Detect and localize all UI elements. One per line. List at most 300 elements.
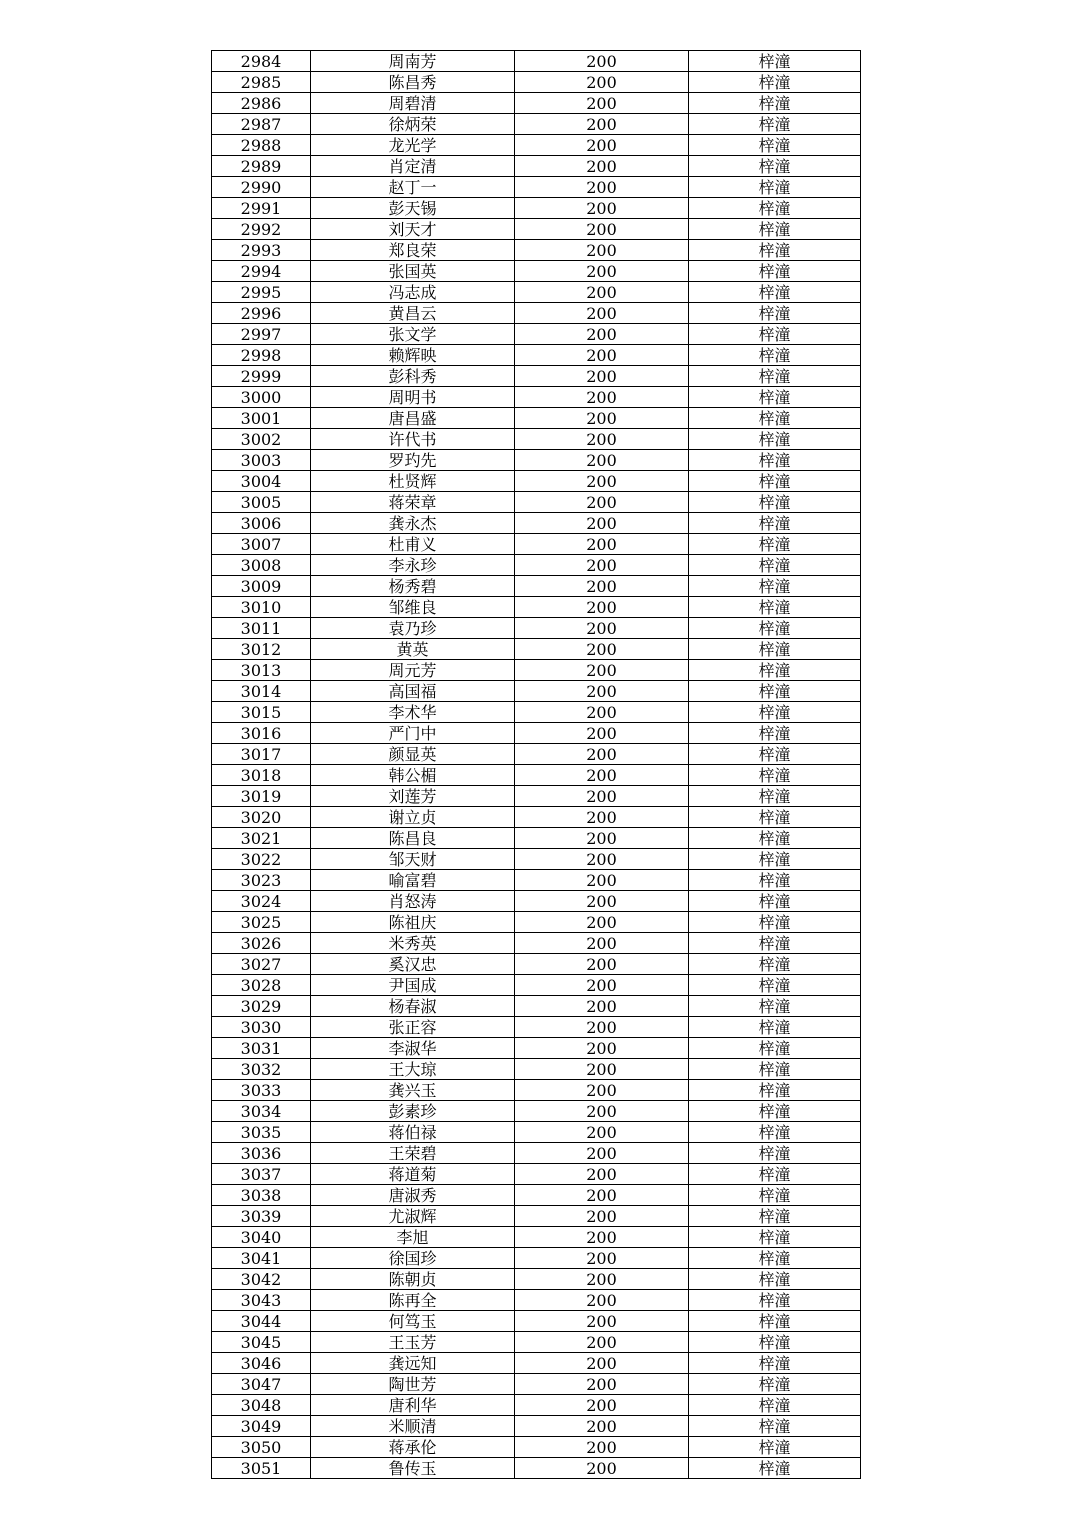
name-cell: 陈再全 <box>311 1290 515 1311</box>
row-number-cell: 3003 <box>212 450 311 471</box>
row-number-cell: 3006 <box>212 513 311 534</box>
amount-cell: 200 <box>515 1038 689 1059</box>
name-cell: 许代书 <box>311 429 515 450</box>
location-cell: 梓潼 <box>689 660 861 681</box>
row-number-cell: 3028 <box>212 975 311 996</box>
name-cell: 陈昌良 <box>311 828 515 849</box>
amount-cell: 200 <box>515 1269 689 1290</box>
name-cell: 王荣碧 <box>311 1143 515 1164</box>
row-number-cell: 3017 <box>212 744 311 765</box>
name-cell: 赖辉映 <box>311 345 515 366</box>
name-cell: 彭素珍 <box>311 1101 515 1122</box>
name-cell: 张正容 <box>311 1017 515 1038</box>
amount-cell: 200 <box>515 744 689 765</box>
name-cell: 冯志成 <box>311 282 515 303</box>
amount-cell: 200 <box>515 492 689 513</box>
name-cell: 米秀英 <box>311 933 515 954</box>
name-cell: 邹天财 <box>311 849 515 870</box>
location-cell: 梓潼 <box>689 1353 861 1374</box>
name-cell: 李永珍 <box>311 555 515 576</box>
table-row <box>212 72 861 93</box>
table-row <box>212 954 861 975</box>
row-number-cell: 3029 <box>212 996 311 1017</box>
name-cell: 蒋荣章 <box>311 492 515 513</box>
name-cell: 米顺清 <box>311 1416 515 1437</box>
table-row <box>212 1059 861 1080</box>
location-cell: 梓潼 <box>689 177 861 198</box>
row-number-cell: 3022 <box>212 849 311 870</box>
name-cell: 唐利华 <box>311 1395 515 1416</box>
table-row <box>212 1395 861 1416</box>
amount-cell: 200 <box>515 1353 689 1374</box>
location-cell: 梓潼 <box>689 1290 861 1311</box>
table-body <box>212 51 861 1479</box>
table-row <box>212 807 861 828</box>
table-row <box>212 1416 861 1437</box>
location-cell: 梓潼 <box>689 1059 861 1080</box>
amount-cell: 200 <box>515 702 689 723</box>
location-cell: 梓潼 <box>689 1122 861 1143</box>
location-cell: 梓潼 <box>689 996 861 1017</box>
amount-cell: 200 <box>515 1248 689 1269</box>
location-cell: 梓潼 <box>689 261 861 282</box>
location-cell: 梓潼 <box>689 597 861 618</box>
amount-cell: 200 <box>515 93 689 114</box>
table-row <box>212 513 861 534</box>
row-number-cell: 3012 <box>212 639 311 660</box>
amount-cell: 200 <box>515 660 689 681</box>
table-row <box>212 240 861 261</box>
amount-cell: 200 <box>515 1164 689 1185</box>
name-cell: 陈昌秀 <box>311 72 515 93</box>
row-number-cell: 3025 <box>212 912 311 933</box>
table-row <box>212 429 861 450</box>
row-number-cell: 3001 <box>212 408 311 429</box>
table-row <box>212 576 861 597</box>
amount-cell: 200 <box>515 1080 689 1101</box>
table-row <box>212 1143 861 1164</box>
row-number-cell: 3034 <box>212 1101 311 1122</box>
amount-cell: 200 <box>515 1017 689 1038</box>
amount-cell: 200 <box>515 1059 689 1080</box>
location-cell: 梓潼 <box>689 72 861 93</box>
row-number-cell: 3048 <box>212 1395 311 1416</box>
location-cell: 梓潼 <box>689 702 861 723</box>
name-cell: 袁乃珍 <box>311 618 515 639</box>
row-number-cell: 2997 <box>212 324 311 345</box>
row-number-cell: 3020 <box>212 807 311 828</box>
location-cell: 梓潼 <box>689 219 861 240</box>
location-cell: 梓潼 <box>689 639 861 660</box>
row-number-cell: 3021 <box>212 828 311 849</box>
amount-cell: 200 <box>515 1206 689 1227</box>
name-cell: 彭科秀 <box>311 366 515 387</box>
table-row <box>212 723 861 744</box>
table-row <box>212 1080 861 1101</box>
name-cell: 周碧清 <box>311 93 515 114</box>
name-cell: 蒋承伦 <box>311 1437 515 1458</box>
table-row <box>212 1353 861 1374</box>
name-cell: 杜甫义 <box>311 534 515 555</box>
row-number-cell: 3043 <box>212 1290 311 1311</box>
name-cell: 尹国成 <box>311 975 515 996</box>
location-cell: 梓潼 <box>689 513 861 534</box>
table-row <box>212 261 861 282</box>
row-number-cell: 3014 <box>212 681 311 702</box>
amount-cell: 200 <box>515 1416 689 1437</box>
location-cell: 梓潼 <box>689 681 861 702</box>
amount-cell: 200 <box>515 681 689 702</box>
row-number-cell: 3024 <box>212 891 311 912</box>
name-cell: 龙光学 <box>311 135 515 156</box>
table-row <box>212 1458 861 1479</box>
location-cell: 梓潼 <box>689 198 861 219</box>
row-number-cell: 3037 <box>212 1164 311 1185</box>
row-number-cell: 2984 <box>212 51 311 72</box>
amount-cell: 200 <box>515 156 689 177</box>
name-cell: 喻富碧 <box>311 870 515 891</box>
table-row <box>212 408 861 429</box>
location-cell: 梓潼 <box>689 114 861 135</box>
row-number-cell: 2988 <box>212 135 311 156</box>
amount-cell: 200 <box>515 471 689 492</box>
amount-cell: 200 <box>515 1143 689 1164</box>
amount-cell: 200 <box>515 576 689 597</box>
name-cell: 唐淑秀 <box>311 1185 515 1206</box>
table-row <box>212 786 861 807</box>
amount-cell: 200 <box>515 1437 689 1458</box>
table-row <box>212 1437 861 1458</box>
table-row <box>212 597 861 618</box>
row-number-cell: 3036 <box>212 1143 311 1164</box>
amount-cell: 200 <box>515 891 689 912</box>
row-number-cell: 3039 <box>212 1206 311 1227</box>
name-cell: 鲁传玉 <box>311 1458 515 1479</box>
location-cell: 梓潼 <box>689 870 861 891</box>
row-number-cell: 2987 <box>212 114 311 135</box>
location-cell: 梓潼 <box>689 303 861 324</box>
amount-cell: 200 <box>515 1185 689 1206</box>
location-cell: 梓潼 <box>689 849 861 870</box>
amount-cell: 200 <box>515 786 689 807</box>
row-number-cell: 3011 <box>212 618 311 639</box>
name-cell: 龚兴玉 <box>311 1080 515 1101</box>
row-number-cell: 3016 <box>212 723 311 744</box>
name-cell: 罗玓先 <box>311 450 515 471</box>
amount-cell: 200 <box>515 1227 689 1248</box>
row-number-cell: 2999 <box>212 366 311 387</box>
table-row <box>212 1248 861 1269</box>
location-cell: 梓潼 <box>689 1164 861 1185</box>
amount-cell: 200 <box>515 912 689 933</box>
amount-cell: 200 <box>515 261 689 282</box>
row-number-cell: 3047 <box>212 1374 311 1395</box>
table-row <box>212 366 861 387</box>
location-cell: 梓潼 <box>689 786 861 807</box>
location-cell: 梓潼 <box>689 1206 861 1227</box>
table-row <box>212 870 861 891</box>
name-cell: 肖定清 <box>311 156 515 177</box>
row-number-cell: 3000 <box>212 387 311 408</box>
amount-cell: 200 <box>515 450 689 471</box>
amount-cell: 200 <box>515 534 689 555</box>
table-row <box>212 1290 861 1311</box>
table-row <box>212 1122 861 1143</box>
amount-cell: 200 <box>515 597 689 618</box>
name-cell: 黄昌云 <box>311 303 515 324</box>
amount-cell: 200 <box>515 1332 689 1353</box>
table-row <box>212 1017 861 1038</box>
amount-cell: 200 <box>515 1374 689 1395</box>
row-number-cell: 3027 <box>212 954 311 975</box>
location-cell: 梓潼 <box>689 891 861 912</box>
location-cell: 梓潼 <box>689 1458 861 1479</box>
amount-cell: 200 <box>515 51 689 72</box>
location-cell: 梓潼 <box>689 912 861 933</box>
name-cell: 唐昌盛 <box>311 408 515 429</box>
amount-cell: 200 <box>515 1395 689 1416</box>
name-cell: 何笃玉 <box>311 1311 515 1332</box>
table-row <box>212 51 861 72</box>
location-cell: 梓潼 <box>689 450 861 471</box>
amount-cell: 200 <box>515 996 689 1017</box>
location-cell: 梓潼 <box>689 1437 861 1458</box>
name-cell: 颜显英 <box>311 744 515 765</box>
amount-cell: 200 <box>515 723 689 744</box>
table-row <box>212 492 861 513</box>
amount-cell: 200 <box>515 870 689 891</box>
location-cell: 梓潼 <box>689 1143 861 1164</box>
table-row <box>212 345 861 366</box>
table-row <box>212 765 861 786</box>
row-number-cell: 3050 <box>212 1437 311 1458</box>
name-cell: 邹维良 <box>311 597 515 618</box>
name-cell: 尤淑辉 <box>311 1206 515 1227</box>
table-row <box>212 681 861 702</box>
name-cell: 奚汉忠 <box>311 954 515 975</box>
row-number-cell: 2990 <box>212 177 311 198</box>
row-number-cell: 3010 <box>212 597 311 618</box>
amount-cell: 200 <box>515 639 689 660</box>
location-cell: 梓潼 <box>689 1038 861 1059</box>
location-cell: 梓潼 <box>689 1311 861 1332</box>
amount-cell: 200 <box>515 324 689 345</box>
name-cell: 王玉芳 <box>311 1332 515 1353</box>
amount-cell: 200 <box>515 933 689 954</box>
name-cell: 严门中 <box>311 723 515 744</box>
row-number-cell: 3045 <box>212 1332 311 1353</box>
name-cell: 周元芳 <box>311 660 515 681</box>
amount-cell: 200 <box>515 1311 689 1332</box>
row-number-cell: 3041 <box>212 1248 311 1269</box>
table-row <box>212 282 861 303</box>
row-number-cell: 3049 <box>212 1416 311 1437</box>
table-row <box>212 471 861 492</box>
amount-cell: 200 <box>515 282 689 303</box>
table-row <box>212 828 861 849</box>
amount-cell: 200 <box>515 1122 689 1143</box>
location-cell: 梓潼 <box>689 954 861 975</box>
name-cell: 黄英 <box>311 639 515 660</box>
location-cell: 梓潼 <box>689 93 861 114</box>
name-cell: 周明书 <box>311 387 515 408</box>
row-number-cell: 3035 <box>212 1122 311 1143</box>
table-row <box>212 1311 861 1332</box>
location-cell: 梓潼 <box>689 744 861 765</box>
location-cell: 梓潼 <box>689 1332 861 1353</box>
table-row <box>212 534 861 555</box>
name-cell: 杨春淑 <box>311 996 515 1017</box>
name-cell: 郑良荣 <box>311 240 515 261</box>
name-cell: 蒋道菊 <box>311 1164 515 1185</box>
name-cell: 张文学 <box>311 324 515 345</box>
amount-cell: 200 <box>515 387 689 408</box>
table-row <box>212 849 861 870</box>
table-row <box>212 1101 861 1122</box>
row-number-cell: 3026 <box>212 933 311 954</box>
row-number-cell: 2998 <box>212 345 311 366</box>
table-row <box>212 618 861 639</box>
amount-cell: 200 <box>515 513 689 534</box>
amount-cell: 200 <box>515 1458 689 1479</box>
name-cell: 龚永杰 <box>311 513 515 534</box>
amount-cell: 200 <box>515 1101 689 1122</box>
amount-cell: 200 <box>515 135 689 156</box>
name-cell: 李旭 <box>311 1227 515 1248</box>
table-row <box>212 303 861 324</box>
location-cell: 梓潼 <box>689 807 861 828</box>
table-row <box>212 387 861 408</box>
table-row <box>212 1164 861 1185</box>
amount-cell: 200 <box>515 1290 689 1311</box>
location-cell: 梓潼 <box>689 429 861 450</box>
table-row <box>212 1374 861 1395</box>
row-number-cell: 3004 <box>212 471 311 492</box>
amount-cell: 200 <box>515 828 689 849</box>
row-number-cell: 2996 <box>212 303 311 324</box>
name-cell: 韩公楣 <box>311 765 515 786</box>
location-cell: 梓潼 <box>689 408 861 429</box>
row-number-cell: 3044 <box>212 1311 311 1332</box>
name-cell: 彭天锡 <box>311 198 515 219</box>
table-row <box>212 702 861 723</box>
table-row <box>212 1038 861 1059</box>
location-cell: 梓潼 <box>689 576 861 597</box>
location-cell: 梓潼 <box>689 618 861 639</box>
row-number-cell: 3008 <box>212 555 311 576</box>
row-number-cell: 3013 <box>212 660 311 681</box>
row-number-cell: 3019 <box>212 786 311 807</box>
amount-cell: 200 <box>515 849 689 870</box>
amount-cell: 200 <box>515 555 689 576</box>
name-cell: 陶世芳 <box>311 1374 515 1395</box>
table-row <box>212 891 861 912</box>
location-cell: 梓潼 <box>689 1374 861 1395</box>
location-cell: 梓潼 <box>689 156 861 177</box>
row-number-cell: 3023 <box>212 870 311 891</box>
location-cell: 梓潼 <box>689 1101 861 1122</box>
amount-cell: 200 <box>515 303 689 324</box>
name-cell: 肖怒涛 <box>311 891 515 912</box>
row-number-cell: 3018 <box>212 765 311 786</box>
location-cell: 梓潼 <box>689 1017 861 1038</box>
amount-cell: 200 <box>515 366 689 387</box>
table-row <box>212 660 861 681</box>
row-number-cell: 3031 <box>212 1038 311 1059</box>
name-cell: 王大琼 <box>311 1059 515 1080</box>
row-number-cell: 2995 <box>212 282 311 303</box>
row-number-cell: 3046 <box>212 1353 311 1374</box>
name-cell: 高国福 <box>311 681 515 702</box>
amount-cell: 200 <box>515 114 689 135</box>
amount-cell: 200 <box>515 618 689 639</box>
location-cell: 梓潼 <box>689 1416 861 1437</box>
table-row <box>212 198 861 219</box>
name-cell: 杨秀碧 <box>311 576 515 597</box>
amount-cell: 200 <box>515 219 689 240</box>
table-row <box>212 93 861 114</box>
name-cell: 赵丁一 <box>311 177 515 198</box>
name-cell: 周南芳 <box>311 51 515 72</box>
location-cell: 梓潼 <box>689 1395 861 1416</box>
amount-cell: 200 <box>515 72 689 93</box>
location-cell: 梓潼 <box>689 933 861 954</box>
table-row <box>212 114 861 135</box>
amount-cell: 200 <box>515 954 689 975</box>
name-cell: 杜贤辉 <box>311 471 515 492</box>
location-cell: 梓潼 <box>689 492 861 513</box>
row-number-cell: 3032 <box>212 1059 311 1080</box>
table-row <box>212 324 861 345</box>
name-cell: 陈祖庆 <box>311 912 515 933</box>
location-cell: 梓潼 <box>689 324 861 345</box>
table-row <box>212 450 861 471</box>
amount-cell: 200 <box>515 765 689 786</box>
data-table <box>211 50 861 1479</box>
row-number-cell: 3007 <box>212 534 311 555</box>
location-cell: 梓潼 <box>689 1248 861 1269</box>
location-cell: 梓潼 <box>689 828 861 849</box>
amount-cell: 200 <box>515 429 689 450</box>
row-number-cell: 2986 <box>212 93 311 114</box>
table-row <box>212 219 861 240</box>
location-cell: 梓潼 <box>689 135 861 156</box>
table-row <box>212 1269 861 1290</box>
row-number-cell: 2992 <box>212 219 311 240</box>
location-cell: 梓潼 <box>689 51 861 72</box>
name-cell: 谢立贞 <box>311 807 515 828</box>
location-cell: 梓潼 <box>689 282 861 303</box>
row-number-cell: 3015 <box>212 702 311 723</box>
amount-cell: 200 <box>515 408 689 429</box>
table-row <box>212 996 861 1017</box>
location-cell: 梓潼 <box>689 555 861 576</box>
location-cell: 梓潼 <box>689 975 861 996</box>
location-cell: 梓潼 <box>689 765 861 786</box>
row-number-cell: 3002 <box>212 429 311 450</box>
table-row <box>212 1206 861 1227</box>
table-row <box>212 1332 861 1353</box>
amount-cell: 200 <box>515 177 689 198</box>
name-cell: 陈朝贞 <box>311 1269 515 1290</box>
table-row <box>212 912 861 933</box>
table-row <box>212 135 861 156</box>
name-cell: 龚远知 <box>311 1353 515 1374</box>
name-cell: 李术华 <box>311 702 515 723</box>
row-number-cell: 3033 <box>212 1080 311 1101</box>
name-cell: 徐国珍 <box>311 1248 515 1269</box>
name-cell: 徐炳荣 <box>311 114 515 135</box>
